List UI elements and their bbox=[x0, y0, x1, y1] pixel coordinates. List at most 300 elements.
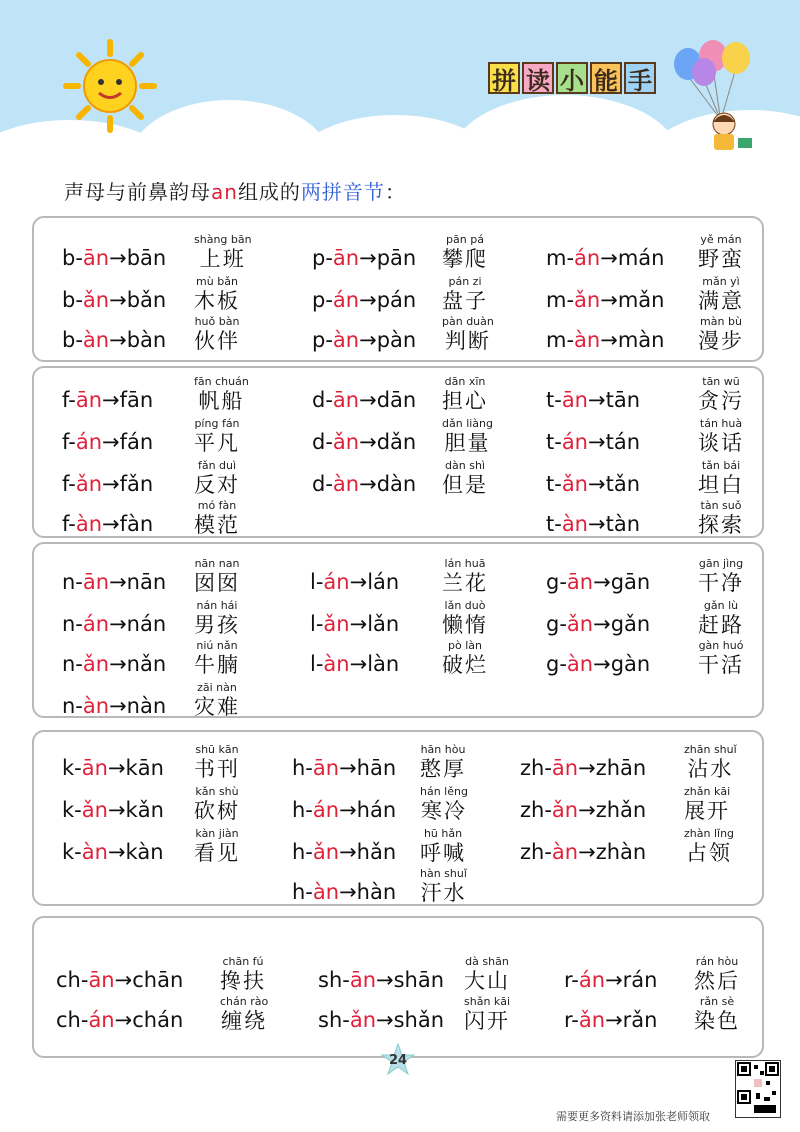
result-syllable: →pán bbox=[359, 288, 417, 312]
initial: p- bbox=[312, 246, 333, 270]
syllable-entry bbox=[292, 784, 490, 824]
word-pinyin: dān xīn bbox=[444, 375, 486, 388]
initial: t- bbox=[546, 430, 562, 454]
syllable-entry bbox=[62, 826, 264, 866]
word-hanzi: 灾难 bbox=[194, 695, 240, 719]
result-syllable: →màn bbox=[600, 328, 665, 352]
result-syllable: →tān bbox=[588, 388, 641, 412]
spelling-formula bbox=[62, 288, 166, 312]
syllable-entry bbox=[318, 954, 534, 994]
final: ǎn bbox=[566, 612, 594, 636]
example-word bbox=[698, 459, 744, 498]
spelling-formula bbox=[312, 328, 416, 352]
example-word bbox=[194, 639, 240, 678]
syllable-entry bbox=[62, 232, 264, 272]
syllable-entry bbox=[62, 638, 264, 678]
spelling-formula bbox=[56, 1008, 183, 1032]
spelling-formula bbox=[520, 840, 646, 864]
spelling-formula bbox=[318, 968, 444, 992]
example-word bbox=[220, 955, 266, 994]
word-pinyin: lǎn duò bbox=[444, 599, 486, 612]
syllable-entry bbox=[546, 232, 768, 272]
example-word bbox=[442, 315, 494, 354]
final: án bbox=[332, 288, 360, 312]
initial: p- bbox=[312, 328, 333, 352]
initial: n- bbox=[62, 694, 83, 718]
initial: h- bbox=[292, 880, 313, 904]
spelling-formula bbox=[62, 328, 166, 352]
spelling-formula bbox=[292, 840, 396, 864]
syllable-entry bbox=[546, 638, 768, 678]
girl-with-balloons-icon bbox=[668, 38, 778, 156]
word-pinyin: shū kān bbox=[195, 743, 239, 756]
example-word bbox=[442, 599, 488, 638]
example-word bbox=[194, 417, 240, 456]
spelling-formula bbox=[520, 798, 646, 822]
word-pinyin: pàn duàn bbox=[442, 315, 494, 328]
spelling-formula bbox=[546, 652, 650, 676]
word-hanzi: 汗水 bbox=[420, 881, 467, 905]
word-hanzi: 囡囡 bbox=[194, 571, 240, 595]
syllable-entry bbox=[292, 826, 490, 866]
word-pinyin: zhān shuǐ bbox=[684, 743, 737, 756]
word-pinyin: gān jìng bbox=[698, 557, 744, 570]
final: ān bbox=[81, 756, 108, 780]
syllable-entry bbox=[564, 994, 764, 1034]
example-word bbox=[442, 375, 488, 414]
initial: g- bbox=[546, 570, 567, 594]
sun-icon bbox=[62, 38, 158, 134]
title-char: 能 bbox=[590, 62, 622, 94]
word-pinyin: chān fú bbox=[222, 955, 264, 968]
example-word bbox=[684, 743, 737, 782]
word-pinyin: fǎn duì bbox=[197, 459, 237, 472]
spelling-formula bbox=[292, 880, 396, 904]
initial: zh- bbox=[520, 798, 552, 822]
syllable-entry bbox=[310, 598, 512, 638]
spelling-formula bbox=[312, 288, 416, 312]
word-pinyin: píng fán bbox=[194, 417, 240, 430]
spelling-formula bbox=[546, 430, 640, 454]
initial: n- bbox=[62, 612, 83, 636]
initial: d- bbox=[312, 388, 333, 412]
syllable-entry bbox=[520, 742, 754, 782]
word-hanzi: 沾水 bbox=[687, 757, 734, 781]
result-syllable: →gàn bbox=[593, 652, 651, 676]
intro-final: an bbox=[211, 180, 238, 204]
word-hanzi: 闪开 bbox=[464, 1009, 511, 1033]
initial: b- bbox=[62, 246, 83, 270]
final: ān bbox=[75, 388, 103, 412]
intro-prefix: 声母与前鼻韵母 bbox=[64, 180, 211, 204]
example-word bbox=[464, 995, 510, 1034]
spelling-formula bbox=[62, 472, 153, 496]
spelling-formula bbox=[310, 652, 399, 676]
example-word bbox=[194, 743, 240, 782]
initial: t- bbox=[546, 388, 562, 412]
initial: p- bbox=[312, 288, 333, 312]
intro-middle: 组成的 bbox=[237, 180, 301, 204]
word-hanzi: 寒冷 bbox=[420, 799, 467, 823]
syllable-entry bbox=[312, 232, 512, 272]
word-hanzi: 憨厚 bbox=[420, 757, 466, 781]
spelling-formula bbox=[546, 472, 640, 496]
word-pinyin: nán hái bbox=[196, 599, 238, 612]
word-hanzi: 帆船 bbox=[198, 389, 245, 413]
final: ǎn bbox=[323, 612, 350, 636]
word-hanzi: 谈话 bbox=[698, 431, 744, 455]
word-pinyin: gǎn lù bbox=[703, 599, 739, 612]
initial: zh- bbox=[520, 840, 552, 864]
example-word bbox=[442, 275, 488, 314]
word-pinyin: niú nǎn bbox=[196, 639, 238, 652]
syllable-entry bbox=[62, 458, 264, 498]
final: ān bbox=[551, 756, 579, 780]
final: ǎn bbox=[332, 430, 360, 454]
result-syllable: →shān bbox=[376, 968, 445, 992]
result-syllable: →fān bbox=[102, 388, 154, 412]
spelling-formula bbox=[62, 840, 164, 864]
example-word bbox=[194, 315, 240, 354]
word-hanzi: 贪污 bbox=[698, 389, 744, 413]
result-syllable: →tán bbox=[588, 430, 641, 454]
result-syllable: →pàn bbox=[359, 328, 417, 352]
syllable-entry bbox=[62, 498, 264, 538]
example-word bbox=[698, 233, 744, 272]
intro-colon: ： bbox=[384, 180, 406, 204]
page-number: 24 bbox=[388, 1052, 408, 1068]
final: àn bbox=[75, 512, 103, 536]
word-pinyin: dàn shì bbox=[445, 459, 485, 472]
word-pinyin: tán huà bbox=[699, 417, 743, 430]
word-pinyin: dǎn liàng bbox=[442, 417, 493, 430]
spelling-formula bbox=[312, 388, 416, 412]
initial: h- bbox=[292, 756, 313, 780]
word-hanzi: 占领 bbox=[686, 841, 733, 865]
word-hanzi: 伙伴 bbox=[194, 329, 240, 353]
word-hanzi: 干净 bbox=[698, 571, 744, 595]
syllable-entry bbox=[546, 314, 768, 354]
final: án bbox=[574, 246, 601, 270]
initial: zh- bbox=[520, 756, 552, 780]
word-hanzi: 野蛮 bbox=[698, 247, 744, 271]
example-word bbox=[420, 785, 468, 824]
word-pinyin: yě mán bbox=[700, 233, 742, 246]
example-word bbox=[698, 315, 744, 354]
syllable-entry bbox=[564, 954, 764, 994]
final: àn bbox=[81, 840, 108, 864]
result-syllable: →kàn bbox=[107, 840, 164, 864]
word-hanzi: 染色 bbox=[694, 1009, 740, 1033]
result-syllable: →bàn bbox=[109, 328, 167, 352]
final: ǎn bbox=[349, 1008, 377, 1032]
spelling-formula bbox=[546, 388, 640, 412]
syllable-entry bbox=[546, 598, 768, 638]
final: ǎn bbox=[75, 472, 103, 496]
final: àn bbox=[561, 512, 588, 536]
result-syllable: →zhǎn bbox=[578, 798, 647, 822]
initial: t- bbox=[546, 472, 562, 496]
example-word bbox=[194, 681, 240, 720]
initial: m- bbox=[546, 328, 575, 352]
footer-note: 需要更多资料请添加张老师领取 bbox=[556, 1110, 710, 1123]
initial: k- bbox=[62, 756, 82, 780]
word-pinyin: hān hòu bbox=[420, 743, 466, 756]
initial: r- bbox=[564, 1008, 579, 1032]
example-word bbox=[194, 375, 249, 414]
result-syllable: →bǎn bbox=[109, 288, 167, 312]
example-word bbox=[194, 459, 240, 498]
spelling-formula bbox=[62, 246, 166, 270]
word-pinyin: zhǎn kāi bbox=[684, 785, 731, 798]
word-pinyin: gàn huó bbox=[698, 639, 744, 652]
example-word bbox=[698, 557, 744, 596]
title-char: 拼 bbox=[488, 62, 520, 94]
word-hanzi: 上班 bbox=[199, 247, 246, 271]
final: ān bbox=[88, 968, 115, 992]
spelling-formula bbox=[62, 612, 166, 636]
example-word bbox=[194, 557, 240, 596]
result-syllable: →nǎn bbox=[109, 652, 167, 676]
syllable-entry bbox=[62, 784, 264, 824]
result-syllable: →fàn bbox=[102, 512, 154, 536]
example-word bbox=[420, 827, 466, 866]
spelling-formula bbox=[520, 756, 646, 780]
syllable-group bbox=[32, 366, 764, 538]
spelling-formula bbox=[292, 756, 396, 780]
syllable-entry bbox=[312, 416, 512, 456]
word-pinyin: fān chuán bbox=[194, 375, 249, 388]
initial: ch- bbox=[56, 1008, 89, 1032]
word-hanzi: 砍树 bbox=[194, 799, 240, 823]
initial: d- bbox=[312, 472, 333, 496]
result-syllable: →tǎn bbox=[588, 472, 641, 496]
word-hanzi: 赶路 bbox=[698, 613, 744, 637]
syllable-entry bbox=[546, 416, 768, 456]
word-hanzi: 坦白 bbox=[698, 473, 744, 497]
final: àn bbox=[332, 328, 360, 352]
final: àn bbox=[332, 472, 360, 496]
spelling-formula bbox=[310, 612, 399, 636]
spelling-formula bbox=[546, 612, 650, 636]
initial: l- bbox=[310, 612, 324, 636]
word-pinyin: pò làn bbox=[448, 639, 482, 652]
word-hanzi: 缠绕 bbox=[221, 1009, 268, 1033]
word-pinyin: kàn jiàn bbox=[195, 827, 239, 840]
final: àn bbox=[566, 652, 594, 676]
final: ǎn bbox=[82, 288, 110, 312]
word-hanzi: 攀爬 bbox=[442, 247, 488, 271]
syllable-entry bbox=[546, 458, 768, 498]
word-hanzi: 探索 bbox=[698, 513, 744, 537]
example-word bbox=[684, 827, 734, 866]
example-word bbox=[442, 233, 488, 272]
word-hanzi: 兰花 bbox=[442, 571, 488, 595]
syllable-entry bbox=[312, 274, 512, 314]
result-syllable: →shǎn bbox=[376, 1008, 445, 1032]
word-pinyin: pán zi bbox=[448, 275, 482, 288]
final: án bbox=[75, 430, 103, 454]
final: án bbox=[88, 1008, 115, 1032]
spelling-formula bbox=[312, 472, 416, 496]
result-syllable: →nán bbox=[109, 612, 167, 636]
word-pinyin: chán rào bbox=[220, 995, 269, 1008]
initial: f- bbox=[62, 472, 76, 496]
example-word bbox=[698, 375, 744, 414]
final: àn bbox=[551, 840, 579, 864]
result-syllable: →làn bbox=[349, 652, 400, 676]
example-word bbox=[698, 275, 744, 314]
word-hanzi: 牛腩 bbox=[194, 653, 240, 677]
syllable-group bbox=[32, 216, 764, 362]
spelling-formula bbox=[546, 512, 640, 536]
spelling-formula bbox=[546, 328, 664, 352]
spelling-formula bbox=[292, 798, 396, 822]
title-char: 读 bbox=[522, 62, 554, 94]
word-pinyin: zhàn lǐng bbox=[684, 827, 735, 840]
word-pinyin: nān nan bbox=[194, 557, 240, 570]
result-syllable: →dǎn bbox=[359, 430, 417, 454]
result-syllable: →zhàn bbox=[578, 840, 647, 864]
spelling-formula bbox=[318, 1008, 444, 1032]
example-word bbox=[442, 459, 488, 498]
final: ǎn bbox=[561, 472, 588, 496]
word-hanzi: 看见 bbox=[194, 841, 240, 865]
title-char: 小 bbox=[556, 62, 588, 94]
word-hanzi: 干活 bbox=[698, 653, 744, 677]
initial: k- bbox=[62, 798, 82, 822]
word-pinyin: tàn suǒ bbox=[700, 499, 742, 512]
spelling-formula bbox=[62, 570, 166, 594]
final: án bbox=[561, 430, 588, 454]
word-hanzi: 搀扶 bbox=[220, 969, 266, 993]
syllable-entry bbox=[56, 994, 290, 1034]
final: án bbox=[323, 570, 350, 594]
syllable-entry bbox=[62, 598, 264, 638]
example-word bbox=[694, 995, 740, 1034]
word-hanzi: 书刊 bbox=[194, 757, 240, 781]
word-hanzi: 漫步 bbox=[698, 329, 744, 353]
result-syllable: →rǎn bbox=[605, 1008, 658, 1032]
result-syllable: →nàn bbox=[109, 694, 167, 718]
syllable-entry bbox=[310, 638, 512, 678]
word-pinyin: hū hǎn bbox=[423, 827, 463, 840]
syllable-entry bbox=[520, 784, 754, 824]
initial: sh- bbox=[318, 968, 350, 992]
initial: b- bbox=[62, 288, 83, 312]
word-hanzi: 担心 bbox=[442, 389, 488, 413]
syllable-entry bbox=[292, 866, 490, 906]
word-hanzi: 破烂 bbox=[442, 653, 488, 677]
word-pinyin: huǒ bàn bbox=[194, 315, 240, 328]
example-word bbox=[442, 557, 488, 596]
spelling-formula bbox=[310, 570, 399, 594]
result-syllable: →pān bbox=[359, 246, 417, 270]
example-word bbox=[194, 599, 240, 638]
word-pinyin: mù bǎn bbox=[196, 275, 238, 288]
example-word bbox=[420, 867, 467, 906]
final: án bbox=[82, 612, 110, 636]
word-pinyin: rán hòu bbox=[695, 955, 739, 968]
syllable-entry bbox=[62, 556, 264, 596]
example-word bbox=[442, 417, 493, 456]
result-syllable: →hàn bbox=[339, 880, 397, 904]
initial: b- bbox=[62, 328, 83, 352]
syllable-entry bbox=[546, 274, 768, 314]
initial: ch- bbox=[56, 968, 89, 992]
spelling-formula bbox=[62, 652, 166, 676]
initial: l- bbox=[310, 652, 324, 676]
final: án bbox=[312, 798, 340, 822]
example-word bbox=[194, 275, 240, 314]
word-pinyin: pān pá bbox=[446, 233, 484, 246]
syllable-entry bbox=[62, 314, 264, 354]
result-syllable: →rán bbox=[605, 968, 658, 992]
syllable-entry bbox=[312, 314, 512, 354]
final: ān bbox=[312, 756, 340, 780]
result-syllable: →kān bbox=[107, 756, 164, 780]
final: àn bbox=[323, 652, 350, 676]
spelling-formula bbox=[564, 968, 657, 992]
example-word bbox=[194, 785, 240, 824]
result-syllable: →dàn bbox=[359, 472, 417, 496]
spelling-formula bbox=[62, 430, 153, 454]
final: ǎn bbox=[81, 798, 108, 822]
word-hanzi: 懒惰 bbox=[442, 613, 488, 637]
spelling-formula bbox=[56, 968, 183, 992]
syllable-entry bbox=[546, 556, 768, 596]
example-word bbox=[684, 785, 730, 824]
word-pinyin: kǎn shù bbox=[195, 785, 239, 798]
initial: f- bbox=[62, 388, 76, 412]
example-word bbox=[194, 499, 240, 538]
word-pinyin: rǎn sè bbox=[699, 995, 735, 1008]
word-pinyin: dà shān bbox=[465, 955, 509, 968]
initial: g- bbox=[546, 612, 567, 636]
word-pinyin: hàn shuǐ bbox=[420, 867, 467, 880]
initial: g- bbox=[546, 652, 567, 676]
initial: t- bbox=[546, 512, 562, 536]
syllable-entry bbox=[318, 994, 534, 1034]
initial: n- bbox=[62, 652, 83, 676]
word-pinyin: mó fàn bbox=[197, 499, 237, 512]
result-syllable: →zhān bbox=[578, 756, 647, 780]
result-syllable: →mǎn bbox=[600, 288, 665, 312]
intro-text bbox=[64, 176, 406, 205]
result-syllable: →hǎn bbox=[339, 840, 397, 864]
result-syllable: →nān bbox=[109, 570, 167, 594]
result-syllable: →kǎn bbox=[107, 798, 164, 822]
word-hanzi: 满意 bbox=[698, 289, 744, 313]
syllable-entry bbox=[62, 742, 264, 782]
spelling-formula bbox=[546, 246, 664, 270]
word-pinyin: zāi nàn bbox=[197, 681, 237, 694]
example-word bbox=[420, 743, 466, 782]
title-char: 手 bbox=[624, 62, 656, 94]
spelling-formula bbox=[546, 570, 650, 594]
final: ān bbox=[332, 246, 360, 270]
final: ān bbox=[561, 388, 588, 412]
initial: f- bbox=[62, 430, 76, 454]
word-hanzi: 大山 bbox=[464, 969, 510, 993]
initial: n- bbox=[62, 570, 83, 594]
example-word bbox=[220, 995, 268, 1034]
initial: k- bbox=[62, 840, 82, 864]
syllable-entry bbox=[62, 680, 264, 720]
initial: sh- bbox=[318, 1008, 350, 1032]
syllable-entry bbox=[62, 274, 264, 314]
syllable-group bbox=[32, 730, 764, 906]
